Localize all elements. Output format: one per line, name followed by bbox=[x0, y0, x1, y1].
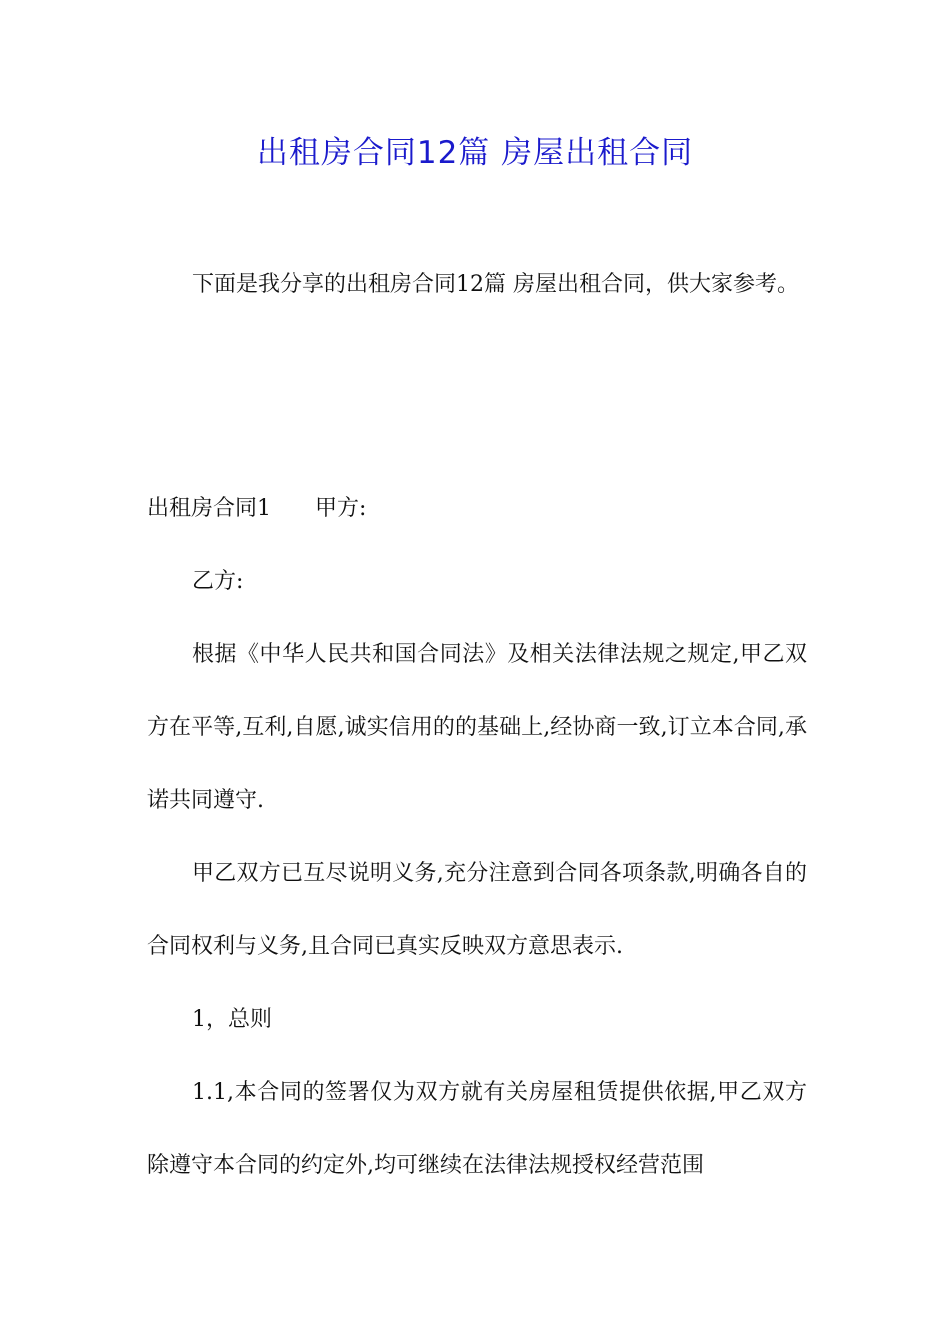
intro-paragraph: 下面是我分享的出租房合同12篇 房屋出租合同，供大家参考。 bbox=[192, 272, 799, 297]
contract-section bbox=[147, 472, 807, 1202]
intro-block bbox=[147, 248, 807, 321]
paragraph-legal-basis: 根据《中华人民共和国合同法》及相关法律法规之规定,甲乙双方在平等,互利,自愿,诚实信用的的基础上,经协商一致,订立本合同,承诺共同遵守. bbox=[147, 642, 807, 813]
party-b-label: 乙方: bbox=[192, 569, 244, 594]
paragraph-mutual-obligations: 甲乙双方已互尽说明义务,充分注意到合同各项条款,明确各自的合同权利与义务,且合同已真实反映双方意思表示. bbox=[147, 861, 807, 959]
party-a-label: 甲方: bbox=[315, 496, 367, 521]
clause-heading-general: 1，总则 bbox=[192, 1007, 272, 1032]
clause-1-1: 1.1,本合同的签署仅为双方就有关房屋租赁提供依据,甲乙双方除遵守本合同的约定外,均可继续在法律法规授权经营范围 bbox=[147, 1080, 807, 1178]
document-title: 出租房合同12篇 房屋出租合同 bbox=[256, 135, 694, 171]
section-heading-line bbox=[147, 472, 807, 545]
section-heading: 出租房合同1 bbox=[147, 496, 271, 521]
